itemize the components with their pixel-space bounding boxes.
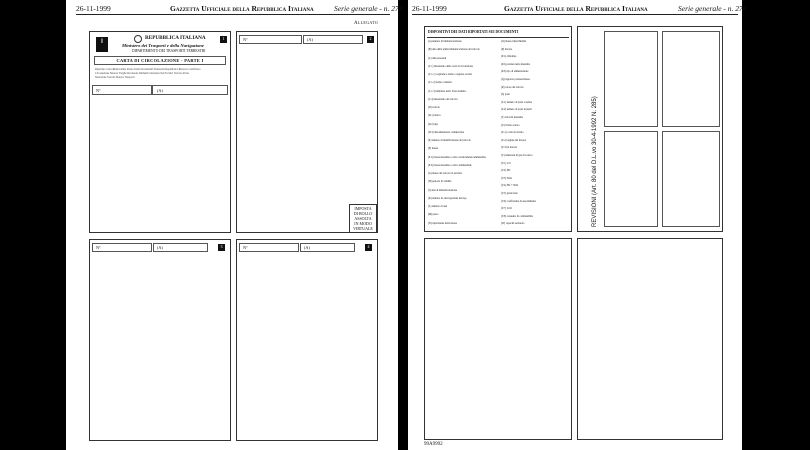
legend-left-item: (F) masse bbox=[428, 147, 439, 151]
legend-right-item: (T) velocità massima bbox=[501, 116, 523, 119]
legend-right-item: (V.8) consumo di combustibile bbox=[501, 214, 533, 218]
blank-panel-bottom-left bbox=[424, 238, 572, 440]
legend-right-item: (U.2) regime del motore bbox=[501, 138, 527, 142]
panel-2-corner-mark: 2 bbox=[367, 36, 374, 43]
panel-4-corner-mark: 4 bbox=[365, 244, 372, 251]
legend-left-item: (C.1.1) cognome e nome o ragione sociale bbox=[428, 73, 472, 77]
number-label-2: N° bbox=[243, 37, 248, 42]
a-label-3: (A) bbox=[157, 245, 163, 250]
legend-header-rule bbox=[427, 37, 569, 38]
a-field-1 bbox=[152, 85, 228, 95]
number-label-4: N° bbox=[243, 245, 248, 250]
legend-left-item: (C.4) intestatario del veicolo bbox=[428, 97, 458, 101]
eu-flag-box bbox=[96, 37, 108, 52]
legend-right-item: (V.2) HC bbox=[501, 169, 511, 173]
blank-panel-bottom-right bbox=[577, 238, 723, 440]
card-note-line-3: Nazionale Veicoli Motore Trasporti bbox=[95, 76, 135, 79]
stamp-line-3: ASSOLTA bbox=[354, 216, 372, 221]
number-label-1: N° bbox=[96, 88, 101, 93]
revision-slot-1 bbox=[662, 31, 720, 127]
legend-left-item: (D) veicolo bbox=[428, 106, 440, 110]
number-field-3 bbox=[92, 243, 152, 252]
legend-left-item: (F.1) massa massima a carico tecnicamente ammissibile bbox=[428, 155, 486, 159]
legend-right-item: (V.4) HC + NOx bbox=[501, 184, 519, 188]
annex-label: Allegato bbox=[354, 21, 378, 26]
legend-right-item: (Q) rapporto potenza/massa bbox=[501, 78, 530, 81]
card-note-line-1: Ripartito Carta-Rinnovabile Paese Italia Documenti Nazionali Repubblica Rilascio Certificato bbox=[95, 68, 201, 71]
card-panel-4 bbox=[236, 239, 378, 441]
right-header-rule bbox=[412, 14, 738, 15]
legend-right-item: (V.1) CO bbox=[501, 161, 511, 165]
right-page-series: Serie generale - n. 278 bbox=[678, 4, 747, 13]
stamp-line-1: IMPOSTA bbox=[354, 206, 372, 211]
legend-left-item: (B) data della prima immatricolazione del veicolo bbox=[428, 48, 480, 52]
legend-left-item: (M) passo bbox=[428, 213, 439, 217]
legend-left-item: (H) periodo di validità bbox=[428, 180, 452, 184]
right-page-date: 26-11-1999 bbox=[412, 4, 447, 13]
legend-right-item: (S.2) numero di posti in piedi bbox=[501, 108, 532, 112]
number-field-1 bbox=[92, 85, 152, 95]
legend-right-item: (P.1) cilindrata bbox=[501, 55, 517, 59]
legend-right-item: (P.2) potenza netta massima bbox=[501, 62, 530, 66]
footer-code: 99A9992 bbox=[424, 442, 443, 447]
right-black-margin bbox=[742, 0, 810, 450]
number-label-3: N° bbox=[96, 245, 101, 250]
legend-right-item: (P.3) tipo di alimentazione bbox=[501, 70, 529, 74]
republic-title: REPUBBLICA ITALIANA bbox=[145, 35, 206, 41]
legend-right-item: (U.3) in marcia bbox=[501, 146, 517, 150]
revision-label: REVISIONI (Art. 80 del D.L.vo 30-4-1992 N. 285) bbox=[592, 96, 598, 227]
legend-left-item: (C.1) intestatario della carta di circolazione bbox=[428, 64, 473, 68]
legend-right-item: (O) massa rimorchiabile bbox=[501, 40, 527, 43]
stamp-line-5: VIRTUALE bbox=[353, 226, 373, 231]
legend-right-item: (S) posti bbox=[501, 93, 510, 97]
revision-panel bbox=[577, 26, 723, 232]
virtual-stamp-box bbox=[349, 204, 377, 233]
stamp-line-4: IN MODO bbox=[354, 221, 372, 226]
legend-right-item: (R) colore del veicolo bbox=[501, 85, 524, 89]
left-page bbox=[66, 0, 403, 450]
republic-emblem-icon bbox=[134, 35, 142, 43]
legend-right-item: (W) capacità serbatoio bbox=[501, 222, 525, 226]
legend-right-item: (U) livello sonoro bbox=[501, 123, 520, 127]
left-header-rule bbox=[76, 14, 390, 15]
panel-1-corner-mark: 1 bbox=[220, 36, 227, 43]
left-page-date: 26-11-1999 bbox=[76, 4, 111, 13]
card-panel-2 bbox=[236, 31, 378, 233]
country-code: I bbox=[101, 39, 103, 45]
legend-left-item: (D.3) denominazione commerciale bbox=[428, 130, 465, 134]
legend-left-column bbox=[428, 40, 498, 230]
a-label-1: (A) bbox=[157, 88, 163, 93]
number-field-2 bbox=[239, 35, 302, 44]
legend-left-item: (N) ripartizione della massa bbox=[428, 221, 457, 225]
legend-left-item: (C.1.2) nome o iniziali bbox=[428, 81, 452, 85]
legend-right-column bbox=[501, 40, 571, 230]
legend-panel bbox=[424, 26, 572, 232]
legend-left-item: (C) dati personali bbox=[428, 56, 447, 60]
legend-right-item: (V.3) NOx bbox=[501, 176, 512, 180]
legend-left-item: (I) data di immatricolazione bbox=[428, 188, 458, 192]
revision-slot-2 bbox=[662, 131, 720, 227]
legend-right-item: (P) motore bbox=[501, 47, 513, 51]
left-black-margin bbox=[0, 0, 66, 450]
legend-left-item: (L) numero di assi bbox=[428, 205, 448, 209]
legend-right-item: (V.6) coefficiente di assorbimento bbox=[501, 199, 537, 203]
card-panel-1 bbox=[89, 31, 231, 233]
legend-right-item: (V.7) CO2 bbox=[501, 207, 512, 211]
legend-right-item: (S.1) numero di posti a sedere bbox=[501, 100, 533, 104]
a-label-2: (A) bbox=[307, 37, 313, 42]
legend-left-item: (K) numero di omologazione del tipo bbox=[428, 196, 467, 200]
department-name: DIPARTIMENTO DEI TRASPORTI TERRESTRI bbox=[132, 49, 206, 53]
legend-left-item: (F.2) massa massima a carico ammissibile bbox=[428, 163, 472, 167]
a-label-4: (A) bbox=[304, 245, 310, 250]
card-note-line-2: Circolazione Motore Targhe Revisione Immatricolazione Dati Tecnici Veicolo Parte bbox=[95, 72, 189, 75]
legend-left-item: (D.2) tipo bbox=[428, 122, 439, 126]
ministry-name: Ministero dei Trasporti e della Navigazione bbox=[122, 43, 204, 48]
legend-right-item: (V) emissioni di gas di scarico bbox=[501, 154, 533, 157]
card-panel-3 bbox=[89, 239, 231, 441]
legend-left-item: (A) numero di immatricolazione bbox=[428, 40, 462, 43]
legend-left-item: (G) massa del veicolo in servizio bbox=[428, 172, 463, 176]
left-page-gazette-title: Gazzetta Ufficiale della Repubblica Italiana bbox=[170, 4, 314, 13]
legend-left-item: (C.1.3) indirizzo nello Stato membro bbox=[428, 89, 467, 93]
legend-left-item: (E) numero di identificazione del veicolo bbox=[428, 139, 471, 143]
legend-left-item: (D.1) marca bbox=[428, 114, 441, 118]
legend-right-item: (U.1) a veicolo fermo bbox=[501, 131, 524, 135]
legend-header: DISPOSITIVI DEI DATI RIPORTATI SUI DOCUMENTI bbox=[428, 30, 519, 34]
right-page bbox=[408, 0, 747, 450]
revision-slot-4 bbox=[604, 131, 658, 227]
right-page-gazette-title: Gazzetta Ufficiale della Repubblica Italiana bbox=[504, 4, 648, 13]
legend-right-item: (V.5) particolato bbox=[501, 192, 518, 195]
card-title: CARTA DI CIRCOLAZIONE - PARTE I bbox=[116, 58, 204, 63]
revision-slot-3 bbox=[604, 31, 658, 127]
stamp-line-2: DI BOLLO bbox=[353, 211, 373, 216]
left-page-series: Serie generale - n. 278 bbox=[334, 4, 403, 13]
number-field-4 bbox=[239, 243, 299, 252]
panel-3-corner-mark: 3 bbox=[218, 244, 225, 251]
center-black-gutter bbox=[398, 0, 408, 450]
